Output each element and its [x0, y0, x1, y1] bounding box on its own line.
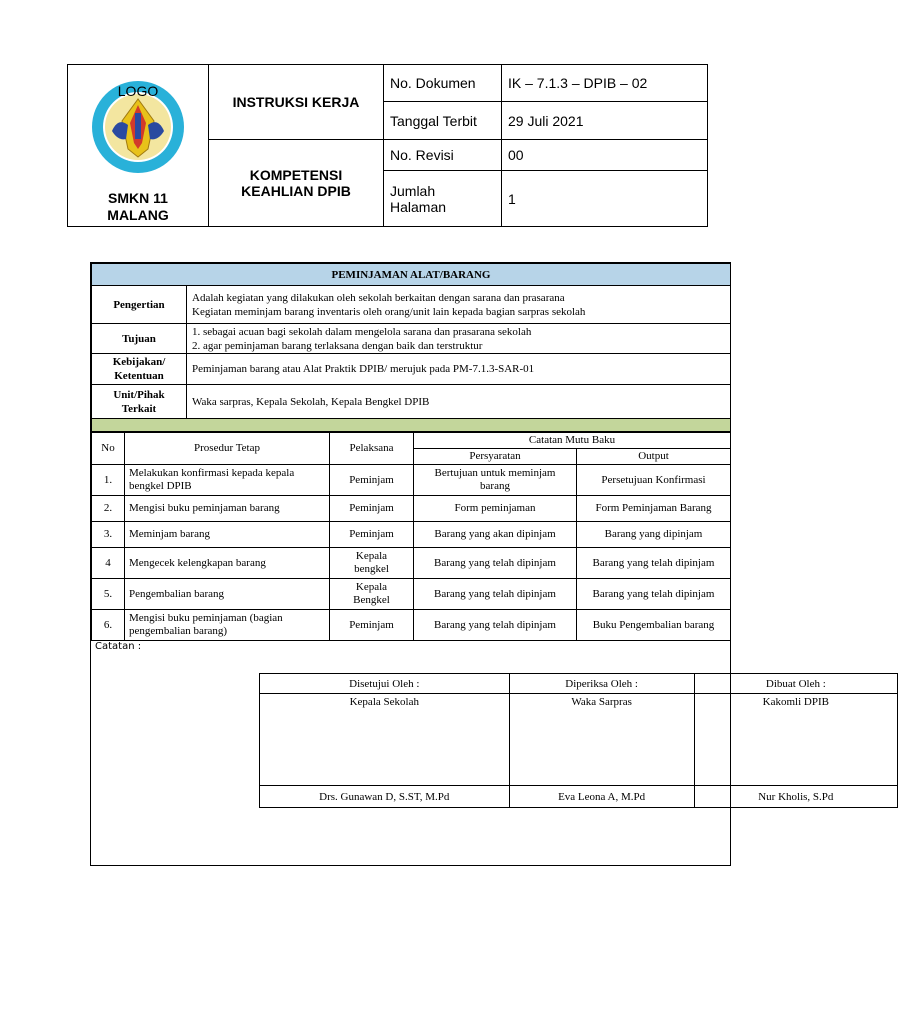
section-divider — [92, 419, 731, 432]
row-pelaksana: Peminjam — [330, 465, 414, 496]
unit-label-line: Unit/Pihak — [113, 388, 165, 401]
col-header-prosedur: Prosedur Tetap — [125, 433, 330, 465]
jumlah-halaman-label-line1: Jumlah — [390, 182, 436, 199]
row-persyaratan-line: barang — [480, 480, 510, 492]
row-pelaksana — [330, 579, 414, 610]
procedure-document — [90, 262, 834, 866]
kebijakan-label-line: Ketentuan — [114, 370, 164, 382]
signature-header: Diperiksa Oleh : — [509, 674, 694, 694]
competency-title-line1: KOMPETENSI — [249, 167, 343, 183]
doc-type-title: INSTRUKSI KERJA — [209, 65, 384, 140]
row-output: Persetujuan Konfirmasi — [577, 465, 731, 496]
school-name — [68, 190, 208, 224]
kebijakan-label — [92, 354, 187, 385]
tujuan-line: 1. sebagai acuan bagi sekolah dalam mengelola sarana dan prasarana sekolah — [192, 325, 532, 338]
row-no: 1. — [92, 465, 125, 496]
col-header-pelaksana: Pelaksana — [330, 433, 414, 465]
unit-text: Waka sarpras, Kepala Sekolah, Kepala Bengkel DPIB — [187, 385, 731, 419]
tujuan-text — [187, 324, 731, 354]
col-header-output: Output — [577, 449, 731, 465]
kebijakan-text: Peminjaman barang atau Alat Praktik DPIB/ merujuk pada PM-7.1.3-SAR-01 — [187, 354, 731, 385]
row-pelaksana-line: bengkel — [354, 563, 389, 575]
row-output: Barang yang dipinjam — [577, 522, 731, 548]
pengertian-text — [187, 286, 731, 324]
row-prosedur-line: Mengisi buku peminjaman (bagian — [129, 612, 283, 624]
school-name-line2: MALANG — [107, 207, 169, 223]
jumlah-halaman-label — [384, 171, 502, 227]
kebijakan-label-line: Kebijakan/ — [112, 356, 166, 368]
signature-role: Kepala Sekolah — [260, 694, 510, 786]
row-no: 6. — [92, 610, 125, 641]
col-header-catatan-mutu: Catatan Mutu Baku — [414, 433, 731, 449]
catatan-label: Catatan : — [95, 641, 142, 652]
signature-table — [259, 673, 898, 808]
row-persyaratan: Barang yang akan dipinjam — [414, 522, 577, 548]
row-output: Buku Pengembalian barang — [577, 610, 731, 641]
logo-cell — [68, 65, 209, 227]
row-prosedur — [125, 465, 330, 496]
row-pelaksana: Peminjam — [330, 496, 414, 522]
tujuan-label: Tujuan — [92, 324, 187, 354]
row-no: 4 — [92, 548, 125, 579]
signature-header: Dibuat Oleh : — [694, 674, 897, 694]
row-prosedur-line: Melakukan konfirmasi kepada kepala — [129, 467, 295, 479]
row-output: Barang yang telah dipinjam — [577, 548, 731, 579]
signature-role: Kakomli DPIB — [694, 694, 897, 786]
row-persyaratan-line: Bertujuan untuk meminjam — [434, 467, 556, 479]
unit-label-line: Terkait — [121, 402, 157, 415]
row-persyaratan: Barang yang telah dipinjam — [414, 610, 577, 641]
logo-text: LOGO — [117, 83, 159, 99]
row-prosedur — [125, 610, 330, 641]
row-prosedur: Mengisi buku peminjaman barang — [125, 496, 330, 522]
table-row — [92, 496, 731, 522]
school-logo — [78, 69, 198, 189]
pengertian-label: Pengertian — [92, 286, 187, 324]
col-header-persyaratan: Persyaratan — [414, 449, 577, 465]
pengertian-line: Kegiatan meminjam barang inventaris oleh orang/unit lain kepada bagian sarpras sekolah — [192, 305, 586, 318]
row-persyaratan — [414, 465, 577, 496]
row-persyaratan: Barang yang telah dipinjam — [414, 579, 577, 610]
procedure-table — [91, 432, 731, 641]
no-dokumen-label: No. Dokumen — [384, 65, 502, 102]
doc-title: PEMINJAMAN ALAT/BARANG — [92, 264, 731, 286]
row-prosedur: Pengembalian barang — [125, 579, 330, 610]
row-pelaksana — [330, 548, 414, 579]
row-prosedur-line: pengembalian barang) — [129, 625, 228, 637]
col-header-no: No — [92, 433, 125, 465]
school-name-line1: SMKN 11 — [108, 190, 168, 206]
row-pelaksana-line: Bengkel — [353, 594, 390, 606]
unit-label — [92, 385, 187, 419]
row-output: Form Peminjaman Barang — [577, 496, 731, 522]
signature-role: Waka Sarpras — [509, 694, 694, 786]
no-revisi-value: 00 — [502, 140, 708, 171]
table-row — [92, 465, 731, 496]
row-prosedur: Meminjam barang — [125, 522, 330, 548]
signature-name: Eva Leona A, M.Pd — [509, 786, 694, 808]
no-dokumen-value: IK – 7.1.3 – DPIB – 02 — [502, 65, 708, 102]
row-no: 3. — [92, 522, 125, 548]
row-persyaratan: Barang yang telah dipinjam — [414, 548, 577, 579]
signature-name: Nur Kholis, S.Pd — [694, 786, 897, 808]
tanggal-terbit-value: 29 Juli 2021 — [502, 102, 708, 140]
document-header — [67, 64, 708, 227]
row-persyaratan: Form peminjaman — [414, 496, 577, 522]
row-no: 2. — [92, 496, 125, 522]
definition-table — [91, 263, 731, 432]
jumlah-halaman-label-line2: Halaman — [390, 198, 447, 215]
row-pelaksana-line: Kepala — [355, 550, 388, 562]
row-output: Barang yang telah dipinjam — [577, 579, 731, 610]
table-row — [92, 548, 731, 579]
row-pelaksana-line: Kepala — [355, 581, 388, 593]
no-revisi-label: No. Revisi — [384, 140, 502, 171]
jumlah-halaman-value: 1 — [502, 171, 708, 227]
competency-title — [209, 140, 384, 227]
table-row — [92, 610, 731, 641]
row-prosedur-line: bengkel DPIB — [129, 480, 192, 492]
tanggal-terbit-label: Tanggal Terbit — [384, 102, 502, 140]
signature-name: Drs. Gunawan D, S.ST, M.Pd — [260, 786, 510, 808]
table-row — [92, 579, 731, 610]
table-row — [92, 522, 731, 548]
row-pelaksana: Peminjam — [330, 522, 414, 548]
tujuan-line: 2. agar peminjaman barang terlaksana dengan baik dan terstruktur — [192, 339, 483, 352]
pengertian-line: Adalah kegiatan yang dilakukan oleh sekolah berkaitan dengan sarana dan prasarana — [192, 291, 565, 304]
signature-header: Disetujui Oleh : — [260, 674, 510, 694]
row-pelaksana: Peminjam — [330, 610, 414, 641]
competency-title-line2: KEAHLIAN DPIB — [241, 183, 351, 199]
row-prosedur: Mengecek kelengkapan barang — [125, 548, 330, 579]
row-no: 5. — [92, 579, 125, 610]
